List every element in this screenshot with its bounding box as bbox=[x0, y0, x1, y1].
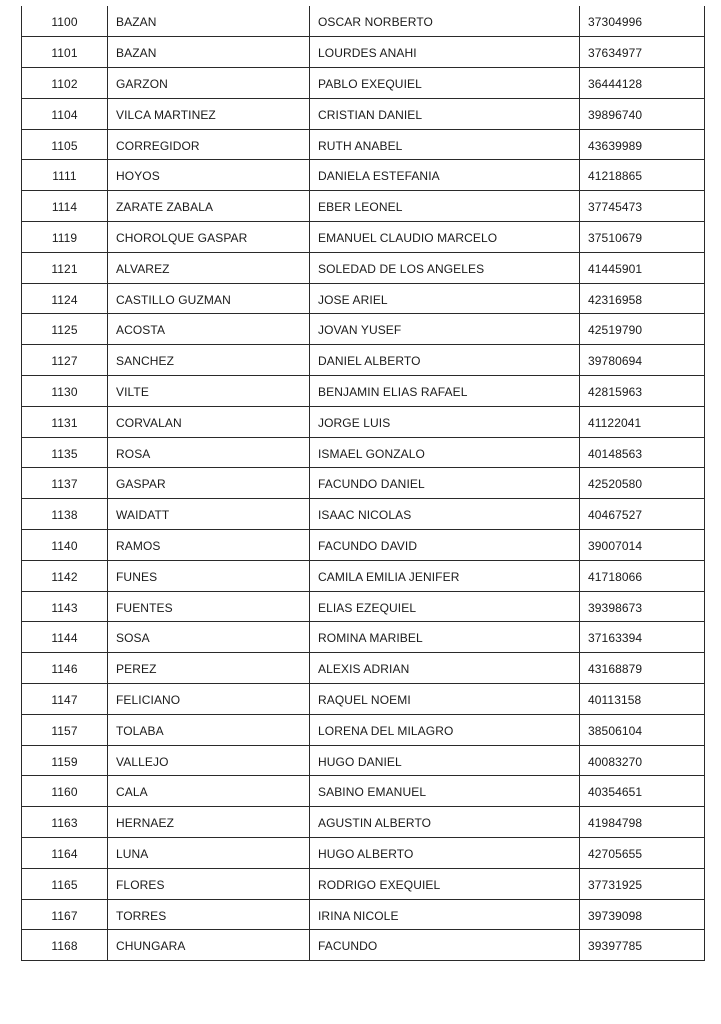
table-row bbox=[22, 6, 705, 37]
order-number-cell: 1104 bbox=[22, 98, 108, 129]
id-number-cell: 39780694 bbox=[580, 345, 705, 376]
order-number-cell: 1164 bbox=[22, 838, 108, 869]
order-number-cell: 1157 bbox=[22, 714, 108, 745]
order-number-cell: 1138 bbox=[22, 499, 108, 530]
first-name-cell: EMANUEL CLAUDIO MARCELO bbox=[310, 222, 580, 253]
id-number-cell: 40354651 bbox=[580, 776, 705, 807]
id-number-cell: 43168879 bbox=[580, 653, 705, 684]
table-row bbox=[22, 499, 705, 530]
id-number-cell: 37745473 bbox=[580, 191, 705, 222]
table-row bbox=[22, 560, 705, 591]
last-name-cell: PEREZ bbox=[108, 653, 310, 684]
last-name-cell: BAZAN bbox=[108, 37, 310, 68]
table-row bbox=[22, 653, 705, 684]
order-number-cell: 1100 bbox=[22, 6, 108, 37]
table-row bbox=[22, 129, 705, 160]
table-row bbox=[22, 714, 705, 745]
last-name-cell: HERNAEZ bbox=[108, 807, 310, 838]
table-row bbox=[22, 98, 705, 129]
table-row bbox=[22, 283, 705, 314]
first-name-cell: LOURDES ANAHI bbox=[310, 37, 580, 68]
order-number-cell: 1167 bbox=[22, 899, 108, 930]
last-name-cell: VILCA MARTINEZ bbox=[108, 98, 310, 129]
first-name-cell: AGUSTIN ALBERTO bbox=[310, 807, 580, 838]
first-name-cell: RODRIGO EXEQUIEL bbox=[310, 868, 580, 899]
last-name-cell: RAMOS bbox=[108, 530, 310, 561]
order-number-cell: 1101 bbox=[22, 37, 108, 68]
last-name-cell: ROSA bbox=[108, 437, 310, 468]
id-number-cell: 39896740 bbox=[580, 98, 705, 129]
order-number-cell: 1135 bbox=[22, 437, 108, 468]
table-row bbox=[22, 437, 705, 468]
last-name-cell: GASPAR bbox=[108, 468, 310, 499]
first-name-cell: IRINA NICOLE bbox=[310, 899, 580, 930]
table-row bbox=[22, 591, 705, 622]
order-number-cell: 1130 bbox=[22, 376, 108, 407]
id-number-cell: 41718066 bbox=[580, 560, 705, 591]
first-name-cell: ALEXIS ADRIAN bbox=[310, 653, 580, 684]
id-number-cell: 39007014 bbox=[580, 530, 705, 561]
first-name-cell: ISAAC NICOLAS bbox=[310, 499, 580, 530]
order-number-cell: 1127 bbox=[22, 345, 108, 376]
table-row bbox=[22, 222, 705, 253]
last-name-cell: SOSA bbox=[108, 622, 310, 653]
first-name-cell: CAMILA EMILIA JENIFER bbox=[310, 560, 580, 591]
last-name-cell: FUENTES bbox=[108, 591, 310, 622]
first-name-cell: JORGE LUIS bbox=[310, 406, 580, 437]
id-number-cell: 37304996 bbox=[580, 6, 705, 37]
order-number-cell: 1105 bbox=[22, 129, 108, 160]
table-row bbox=[22, 807, 705, 838]
table-row bbox=[22, 160, 705, 191]
first-name-cell: EBER LEONEL bbox=[310, 191, 580, 222]
first-name-cell: DANIELA ESTEFANIA bbox=[310, 160, 580, 191]
table-row bbox=[22, 68, 705, 99]
last-name-cell: SANCHEZ bbox=[108, 345, 310, 376]
table-row bbox=[22, 899, 705, 930]
last-name-cell: FLORES bbox=[108, 868, 310, 899]
order-number-cell: 1146 bbox=[22, 653, 108, 684]
id-number-cell: 40148563 bbox=[580, 437, 705, 468]
first-name-cell: SABINO EMANUEL bbox=[310, 776, 580, 807]
last-name-cell: CHUNGARA bbox=[108, 930, 310, 961]
table-row bbox=[22, 838, 705, 869]
first-name-cell: OSCAR NORBERTO bbox=[310, 6, 580, 37]
table-row bbox=[22, 191, 705, 222]
first-name-cell: SOLEDAD DE LOS ANGELES bbox=[310, 252, 580, 283]
id-number-cell: 37731925 bbox=[580, 868, 705, 899]
first-name-cell: ISMAEL GONZALO bbox=[310, 437, 580, 468]
first-name-cell: PABLO EXEQUIEL bbox=[310, 68, 580, 99]
id-number-cell: 37510679 bbox=[580, 222, 705, 253]
table-row bbox=[22, 468, 705, 499]
table-row bbox=[22, 622, 705, 653]
id-number-cell: 39739098 bbox=[580, 899, 705, 930]
last-name-cell: VILTE bbox=[108, 376, 310, 407]
id-number-cell: 36444128 bbox=[580, 68, 705, 99]
order-number-cell: 1111 bbox=[22, 160, 108, 191]
last-name-cell: CORREGIDOR bbox=[108, 129, 310, 160]
id-number-cell: 42815963 bbox=[580, 376, 705, 407]
first-name-cell: LORENA DEL MILAGRO bbox=[310, 714, 580, 745]
order-number-cell: 1131 bbox=[22, 406, 108, 437]
last-name-cell: GARZON bbox=[108, 68, 310, 99]
order-number-cell: 1142 bbox=[22, 560, 108, 591]
last-name-cell: CALA bbox=[108, 776, 310, 807]
table-row bbox=[22, 868, 705, 899]
order-number-cell: 1121 bbox=[22, 252, 108, 283]
id-number-cell: 41218865 bbox=[580, 160, 705, 191]
first-name-cell: ROMINA MARIBEL bbox=[310, 622, 580, 653]
order-number-cell: 1160 bbox=[22, 776, 108, 807]
id-number-cell: 43639989 bbox=[580, 129, 705, 160]
last-name-cell: TORRES bbox=[108, 899, 310, 930]
last-name-cell: CASTILLO GUZMAN bbox=[108, 283, 310, 314]
first-name-cell: DANIEL ALBERTO bbox=[310, 345, 580, 376]
last-name-cell: TOLABA bbox=[108, 714, 310, 745]
id-number-cell: 41445901 bbox=[580, 252, 705, 283]
last-name-cell: CHOROLQUE GASPAR bbox=[108, 222, 310, 253]
id-number-cell: 38506104 bbox=[580, 714, 705, 745]
first-name-cell: BENJAMIN ELIAS RAFAEL bbox=[310, 376, 580, 407]
first-name-cell: FACUNDO DAVID bbox=[310, 530, 580, 561]
id-number-cell: 42705655 bbox=[580, 838, 705, 869]
last-name-cell: CORVALAN bbox=[108, 406, 310, 437]
table-row bbox=[22, 314, 705, 345]
order-number-cell: 1147 bbox=[22, 684, 108, 715]
id-number-cell: 37163394 bbox=[580, 622, 705, 653]
table-row bbox=[22, 776, 705, 807]
last-name-cell: FUNES bbox=[108, 560, 310, 591]
last-name-cell: ACOSTA bbox=[108, 314, 310, 345]
last-name-cell: WAIDATT bbox=[108, 499, 310, 530]
order-number-cell: 1102 bbox=[22, 68, 108, 99]
last-name-cell: LUNA bbox=[108, 838, 310, 869]
first-name-cell: CRISTIAN DANIEL bbox=[310, 98, 580, 129]
table-row bbox=[22, 930, 705, 961]
first-name-cell: HUGO DANIEL bbox=[310, 745, 580, 776]
order-number-cell: 1159 bbox=[22, 745, 108, 776]
table-row bbox=[22, 745, 705, 776]
order-number-cell: 1114 bbox=[22, 191, 108, 222]
id-number-cell: 42519790 bbox=[580, 314, 705, 345]
id-number-cell: 42316958 bbox=[580, 283, 705, 314]
roster-table-body bbox=[22, 6, 705, 961]
table-row bbox=[22, 345, 705, 376]
id-number-cell: 40083270 bbox=[580, 745, 705, 776]
id-number-cell: 40467527 bbox=[580, 499, 705, 530]
first-name-cell: RAQUEL NOEMI bbox=[310, 684, 580, 715]
id-number-cell: 39398673 bbox=[580, 591, 705, 622]
table-row bbox=[22, 252, 705, 283]
table-row bbox=[22, 530, 705, 561]
id-number-cell: 39397785 bbox=[580, 930, 705, 961]
order-number-cell: 1125 bbox=[22, 314, 108, 345]
order-number-cell: 1165 bbox=[22, 868, 108, 899]
table-row bbox=[22, 37, 705, 68]
table-row bbox=[22, 376, 705, 407]
first-name-cell: JOSE ARIEL bbox=[310, 283, 580, 314]
last-name-cell: ZARATE ZABALA bbox=[108, 191, 310, 222]
last-name-cell: HOYOS bbox=[108, 160, 310, 191]
id-number-cell: 42520580 bbox=[580, 468, 705, 499]
order-number-cell: 1144 bbox=[22, 622, 108, 653]
order-number-cell: 1163 bbox=[22, 807, 108, 838]
last-name-cell: VALLEJO bbox=[108, 745, 310, 776]
id-number-cell: 40113158 bbox=[580, 684, 705, 715]
first-name-cell: FACUNDO bbox=[310, 930, 580, 961]
first-name-cell: HUGO ALBERTO bbox=[310, 838, 580, 869]
first-name-cell: FACUNDO DANIEL bbox=[310, 468, 580, 499]
order-number-cell: 1168 bbox=[22, 930, 108, 961]
order-number-cell: 1137 bbox=[22, 468, 108, 499]
id-number-cell: 37634977 bbox=[580, 37, 705, 68]
first-name-cell: ELIAS EZEQUIEL bbox=[310, 591, 580, 622]
order-number-cell: 1124 bbox=[22, 283, 108, 314]
roster-table bbox=[21, 6, 705, 961]
order-number-cell: 1140 bbox=[22, 530, 108, 561]
order-number-cell: 1143 bbox=[22, 591, 108, 622]
id-number-cell: 41984798 bbox=[580, 807, 705, 838]
last-name-cell: BAZAN bbox=[108, 6, 310, 37]
order-number-cell: 1119 bbox=[22, 222, 108, 253]
id-number-cell: 41122041 bbox=[580, 406, 705, 437]
last-name-cell: FELICIANO bbox=[108, 684, 310, 715]
first-name-cell: JOVAN YUSEF bbox=[310, 314, 580, 345]
last-name-cell: ALVAREZ bbox=[108, 252, 310, 283]
table-row bbox=[22, 406, 705, 437]
first-name-cell: RUTH ANABEL bbox=[310, 129, 580, 160]
table-row bbox=[22, 684, 705, 715]
